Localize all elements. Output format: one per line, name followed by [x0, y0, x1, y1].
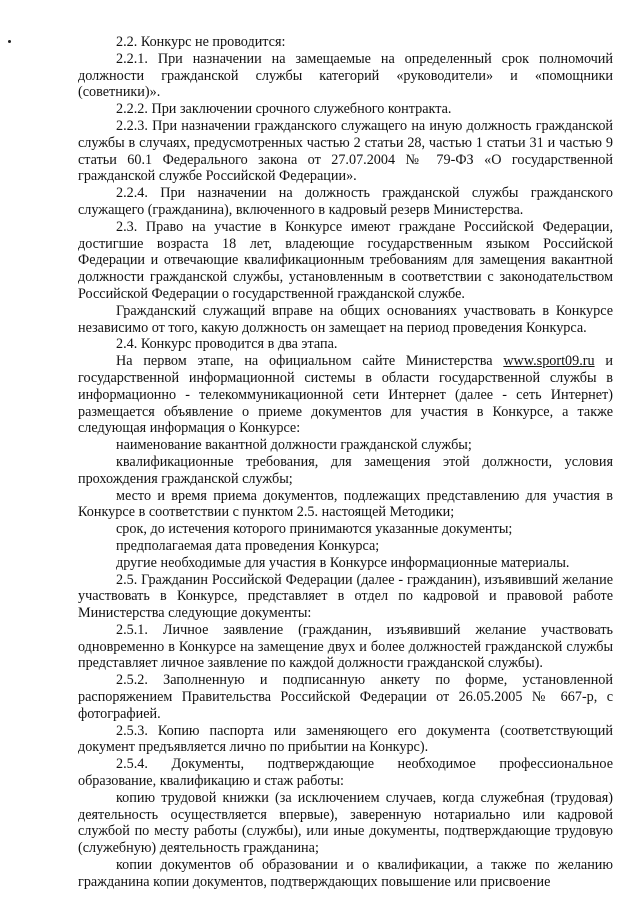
first-stage-text-start: На первом этапе, на официальном сайте Министерства: [116, 353, 504, 370]
info-item-position-name: наименование вакантной должности гражданской службы;: [116, 437, 472, 454]
paragraph-2-5-1: 2.5.1. Личное заявление (гражданин, изъявивший желание участвовать одновременно в Конкурсе на замещение двух и более должностей гражданской службы представляет личное заявление по каждой должности гражданской службы).: [78, 621, 613, 672]
paragraph-2-3: 2.3. Право на участие в Конкурсе имеют граждане Российской Федерации, достигшие возраста 18 лет, владеющие государственным языком Российской Федерации и отвечающие квалификационным требованиям для замещения вакантной должности гражданской службы, установленным в соответствии с законодательством Российской Федерации о государственной гражданской службе.: [78, 218, 613, 302]
ministry-website-link[interactable]: www.sport09.ru: [503, 353, 595, 370]
info-item-deadline: срок, до истечения которого принимаются указанные документы;: [116, 521, 513, 538]
first-stage-text-end: и государственной информационной системы в области государственной службы в информационно - телекоммуникационной сети Интернет (далее - сеть Интернет) размещается объявление о приеме документов для участия в Конкурсе, а также следующая информация о Конкурсе:: [78, 353, 614, 437]
info-item-other: другие необходимые для участия в Конкурсе информационные материалы.: [116, 554, 570, 571]
paragraph-civil-servant: Гражданский служащий вправе на общих основаниях участвовать в Конкурсе независимо от того, какую должность он замещает на период проведения Конкурса.: [78, 302, 613, 336]
info-item-requirements: квалификационные требования, для замещения этой должности, условия прохождения гражданской службы;: [78, 453, 613, 487]
paragraph-work-book: копию трудовой книжки (за исключением случаев, когда служебная (трудовая) деятельность осуществляется впервые), заверенную нотариально или кадровой службой по месту работы (службы), или иные документы, подтверждающие трудовую (служебную) деятельность гражданина;: [78, 789, 613, 857]
paragraph-education-docs: копии документов об образовании и о квалификации, а также по желанию гражданина копии документов, подтверждающих повышение или присвоение: [78, 857, 613, 890]
document-page: [78, 34, 613, 891]
paragraph-2-2-1: 2.2.1. При назначении на замещаемые на определенный срок полномочий должности гражданской службы категорий «руководители» и «помощники (советники)».: [78, 50, 613, 101]
paragraph-2-5-4: 2.5.4. Документы, подтверждающие необходимое профессиональное образование, квалификацию и стаж работы:: [78, 756, 613, 790]
info-item-place-time: место и время приема документов, подлежащих представлению для участия в Конкурсе в соответствии с пунктом 2.5. настоящей Методики;: [78, 487, 613, 521]
paragraph-first-stage: [78, 353, 613, 437]
paragraph-2-2: 2.2. Конкурс не проводится:: [116, 34, 286, 50]
scan-speck: [8, 40, 11, 43]
info-item-date: предполагаемая дата проведения Конкурса;: [116, 537, 380, 554]
paragraph-2-2-3: 2.2.3. При назначении гражданского служащего на иную должность гражданской службы в случаях, предусмотренных частью 2 статьи 28, частью 1 статьи 31 и частью 9 статьи 60.1 Федерального закона от 27.07.2004 № 79-ФЗ «О государственной гражданской службе Российской Федерации».: [78, 117, 613, 185]
paragraph-2-5-2: 2.5.2. Заполненную и подписанную анкету по форме, установленной распоряжением Правительства Российской Федерации от 26.05.2005 № 667-р, с фотографией.: [78, 672, 613, 722]
paragraph-2-4: 2.4. Конкурс проводится в два этапа.: [116, 336, 338, 353]
paragraph-2-2-4: 2.2.4. При назначении на должность гражданской службы гражданского служащего (гражданина), включенного в кадровый резерв Министерства.: [78, 185, 613, 218]
paragraph-2-5-3: 2.5.3. Копию паспорта или заменяющего его документа (соответствующий документ предъявляется лично по прибытии на Конкурс).: [78, 722, 613, 756]
paragraph-2-2-2: 2.2.2. При заключении срочного служебного контракта.: [116, 101, 452, 118]
paragraph-2-5: 2.5. Гражданин Российской Федерации (далее - гражданин), изъявивший желание участвовать в Конкурсе, представляет в отдел по кадровой и правовой работе Министерства следующие документы:: [78, 571, 613, 622]
